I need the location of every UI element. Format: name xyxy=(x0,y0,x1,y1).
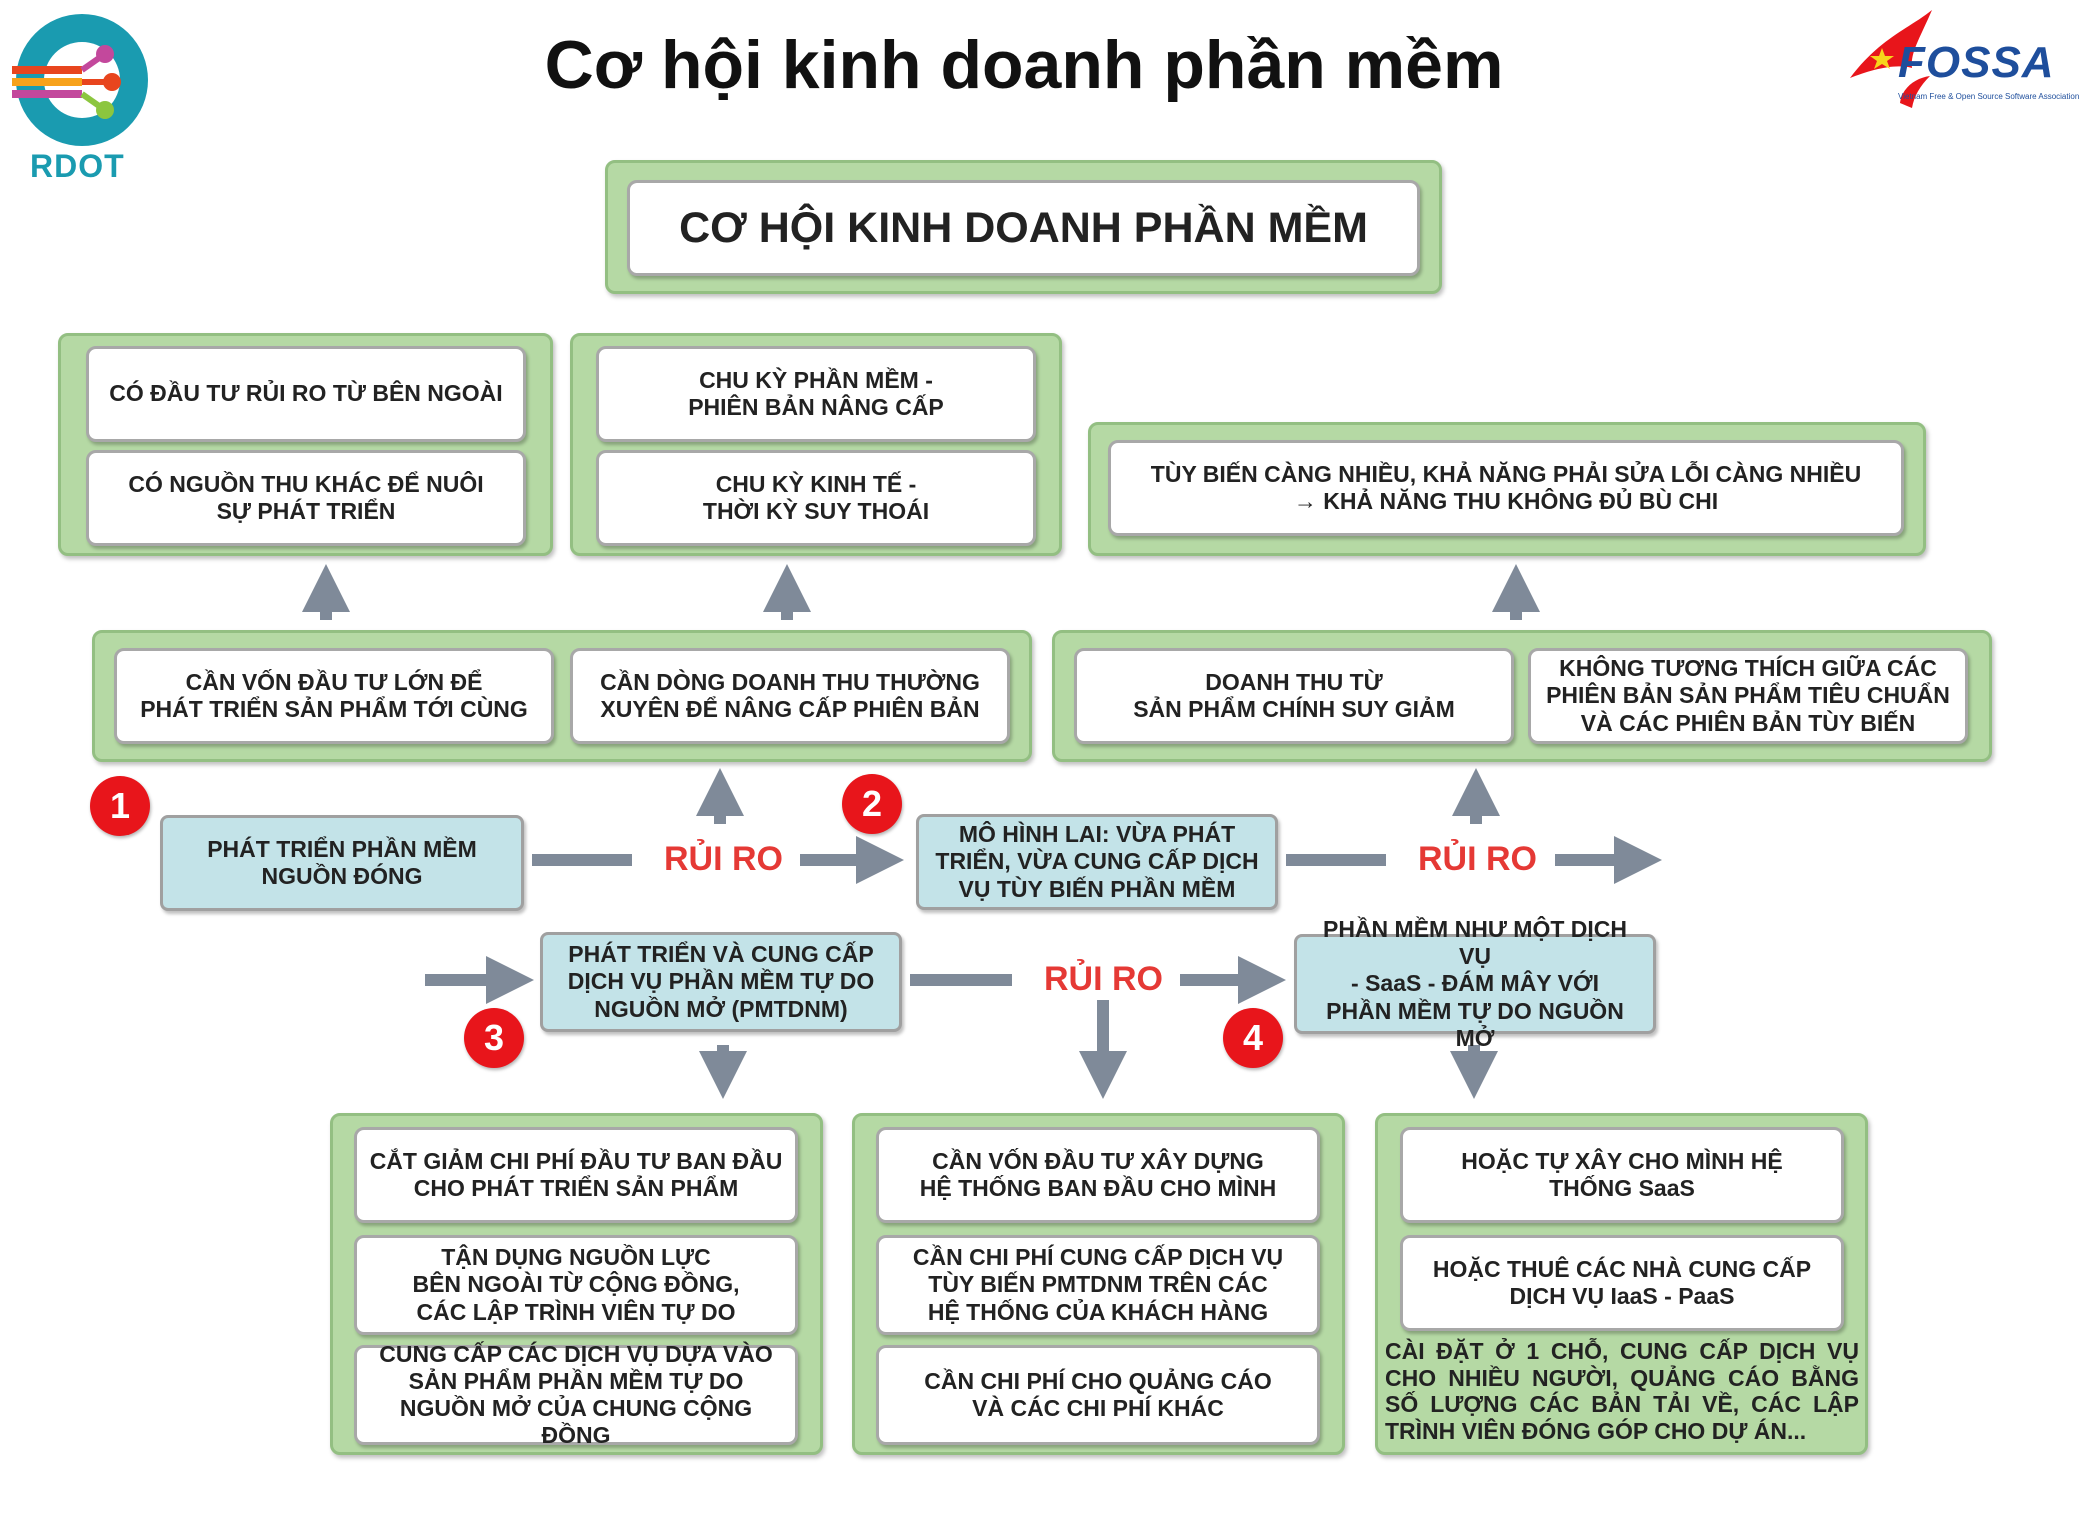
bottom-group-1-item: CẮT GIẢM CHI PHÍ ĐẦU TƯ BAN ĐẦU CHO PHÁT TRIỂN SẢN PHẨM xyxy=(354,1127,798,1223)
bottom-group-2-item: CẦN CHI PHÍ CUNG CẤP DỊCH VỤ TÙY BIẾN PMTDNM TRÊN CÁC HỆ THỐNG CỦA KHÁCH HÀNG xyxy=(876,1235,1320,1335)
middle-group-right-item: KHÔNG TƯƠNG THÍCH GIỮA CÁC PHIÊN BẢN SẢN PHẨM TIÊU CHUẨN VÀ CÁC PHIÊN BẢN TÙY BIẾN xyxy=(1528,648,1968,744)
model-1-badge: 1 xyxy=(90,776,150,836)
model-3-badge: 3 xyxy=(464,1008,524,1068)
top-group-1-item: CÓ ĐẦU TƯ RỦI RO TỪ BÊN NGOÀI xyxy=(86,346,526,442)
top-group-2-item: CHU KỲ KINH TẾ - THỜI KỲ SUY THOÁI xyxy=(596,450,1036,546)
model-4-badge: 4 xyxy=(1223,1008,1283,1068)
risk-label: RỦI RO xyxy=(1418,840,1537,878)
bottom-group-2-item: CẦN VỐN ĐẦU TƯ XÂY DỰNG HỆ THỐNG BAN ĐẦU CHO MÌNH xyxy=(876,1127,1320,1223)
fossa-logo-subtitle: Vietnam Free & Open Source Software Association xyxy=(1898,92,2079,101)
bottom-group-3-item: HOẶC TỰ XÂY CHO MÌNH HỆ THỐNG SaaS xyxy=(1400,1127,1844,1223)
middle-group-left-item: CẦN VỐN ĐẦU TƯ LỚN ĐỂ PHÁT TRIỂN SẢN PHẨM TỚI CÙNG xyxy=(114,648,554,744)
rdot-logo-text: RDOT xyxy=(30,148,125,184)
model-1-box: PHÁT TRIỂN PHẦN MỀM NGUỒN ĐÓNG xyxy=(160,815,524,911)
bottom-group-3-item: HOẶC THUÊ CÁC NHÀ CUNG CẤP DỊCH VỤ IaaS - PaaS xyxy=(1400,1235,1844,1331)
model-2-box: MÔ HÌNH LAI: VỪA PHÁT TRIỂN, VỪA CUNG CẤP DỊCH VỤ TÙY BIẾN PHẦN MỀM xyxy=(916,814,1278,910)
risk-label: RỦI RO xyxy=(1044,960,1163,998)
middle-group-right-item: DOANH THU TỪ SẢN PHẨM CHÍNH SUY GIẢM xyxy=(1074,648,1514,744)
main-header: CƠ HỘI KINH DOANH PHẦN MỀM xyxy=(627,180,1420,276)
slide-title: Cơ hội kinh doanh phần mềm xyxy=(544,27,1504,103)
model-4-box: PHẦN MỀM NHƯ MỘT DỊCH VỤ - SaaS - ĐÁM MÂY VỚI PHẦN MỀM TỰ DO NGUỒN MỞ xyxy=(1294,934,1656,1034)
top-group-2-item: CHU KỲ PHẦN MỀM - PHIÊN BẢN NÂNG CẤP xyxy=(596,346,1036,442)
top-group-3-item: TÙY BIẾN CÀNG NHIỀU, KHẢ NĂNG PHẢI SỬA LỖI CÀNG NHIỀU → KHẢ NĂNG THU KHÔNG ĐỦ BÙ CHI xyxy=(1108,440,1904,536)
top-group-1-item: CÓ NGUỒN THU KHÁC ĐỂ NUÔI SỰ PHÁT TRIỂN xyxy=(86,450,526,546)
bottom-group-1-item: TẬN DỤNG NGUỒN LỰC BÊN NGOÀI TỪ CỘNG ĐỒNG, CÁC LẬP TRÌNH VIÊN TỰ DO xyxy=(354,1235,798,1335)
bottom-group-1-item: CUNG CẤP CÁC DỊCH VỤ DỰA VÀO SẢN PHẨM PHẦN MỀM TỰ DO NGUỒN MỞ CỦA CHUNG CỘNG ĐỒNG xyxy=(354,1345,798,1445)
model-3-box: PHÁT TRIỂN VÀ CUNG CẤP DỊCH VỤ PHẦN MỀM TỰ DO NGUỒN MỞ (PMTDNM) xyxy=(540,932,902,1032)
model-2-badge: 2 xyxy=(842,774,902,834)
risk-label: RỦI RO xyxy=(664,840,783,878)
bottom-group-2-item: CẦN CHI PHÍ CHO QUẢNG CÁO VÀ CÁC CHI PHÍ KHÁC xyxy=(876,1345,1320,1445)
fossa-logo-text: FOSSA xyxy=(1898,38,2055,87)
middle-group-left-item: CẦN DÒNG DOANH THU THƯỜNG XUYÊN ĐỂ NÂNG CẤP PHIÊN BẢN xyxy=(570,648,1010,744)
bottom-group-3-note: CÀI ĐẶT Ở 1 CHỖ, CUNG CẤP DỊCH VỤ CHO NHIỀU NGƯỜI, QUẢNG CÁO BẰNG SỐ LƯỢNG CÁC BẢN TẢI VỀ, CÁC LẬP TRÌNH VIÊN ĐÓNG GÓP CHO DỰ ÁN... xyxy=(1385,1338,1859,1445)
